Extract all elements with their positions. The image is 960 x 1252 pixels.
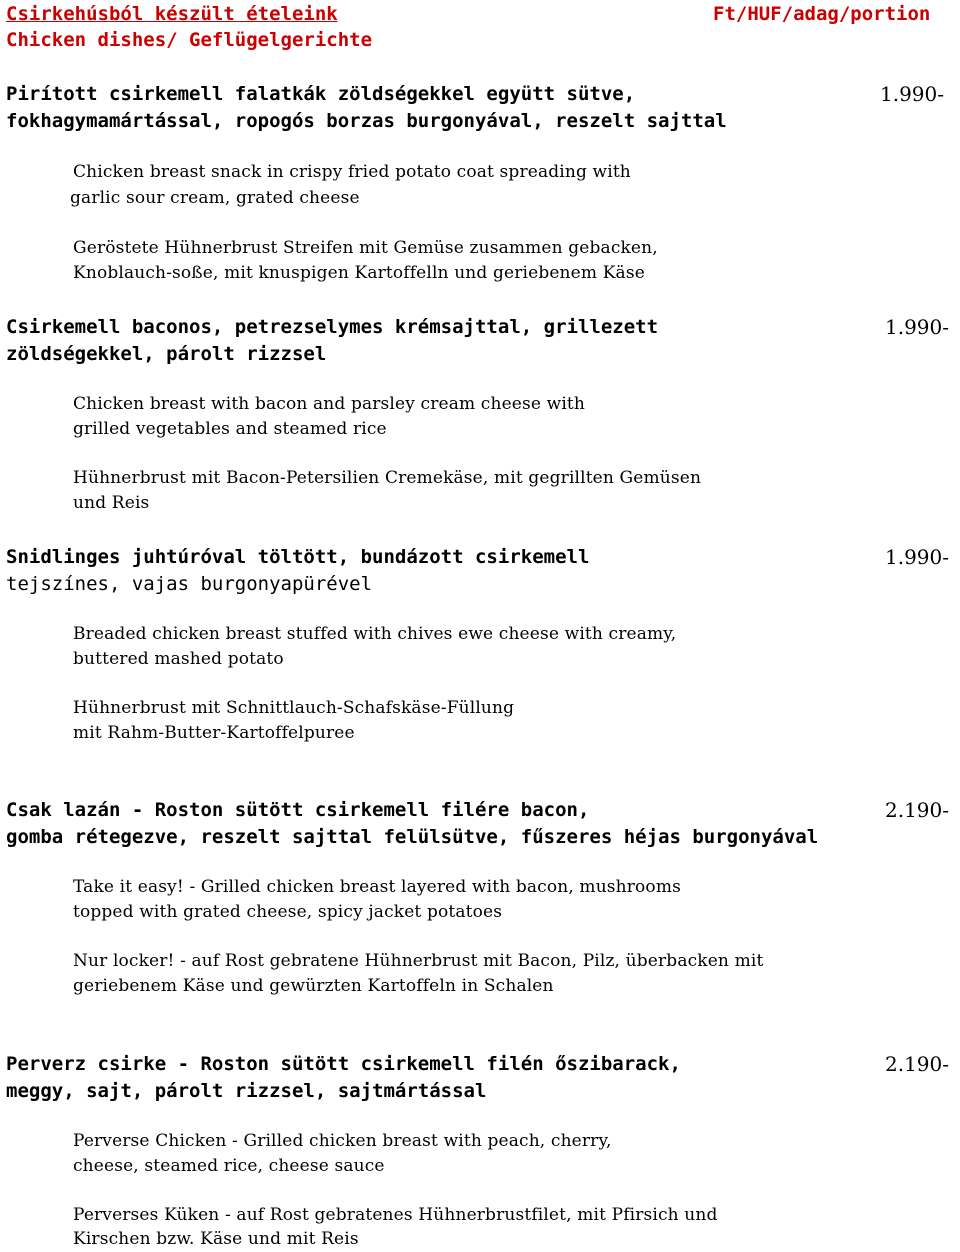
- dish-english-line: Chicken breast snack in crispy fried potato coat spreading with: [73, 162, 631, 182]
- dish-german-line: Kirschen bzw. Käse und mit Reis: [73, 1229, 359, 1249]
- dish-english-line: buttered mashed potato: [73, 649, 284, 669]
- dish-german-line: mit Rahm-Butter-Kartoffelpuree: [73, 723, 355, 743]
- section-subtitle: Chicken dishes/ Geflügelgerichte: [6, 29, 373, 51]
- dish-price: 1.990-: [885, 315, 950, 339]
- dish-english-line: Chicken breast with bacon and parsley cream cheese with: [73, 394, 585, 414]
- dish-name-line: Csirkemell baconos, petrezselymes krémsajttal, grillezett: [6, 316, 659, 338]
- dish-english-line: topped with grated cheese, spicy jacket potatoes: [73, 902, 503, 922]
- dish-german-line: Geröstete Hühnerbrust Streifen mit Gemüse zusammen gebacken,: [73, 238, 658, 258]
- dish-price: 1.990-: [880, 82, 945, 106]
- dish-name-line: Snidlinges juhtúróval töltött, bundázott csirkemell: [6, 546, 590, 568]
- dish-german-line: Perverses Küken - auf Rost gebratenes Hühnerbrustfilet, mit Pfirsich und: [73, 1205, 718, 1225]
- dish-german-line: geriebenem Käse und gewürzten Kartoffeln in Schalen: [73, 976, 554, 996]
- dish-german-line: Hühnerbrust mit Schnittlauch-Schafskäse-Füllung: [73, 698, 515, 718]
- dish-name-line: Csak lazán - Roston sütött csirkemell filére bacon,: [6, 799, 590, 821]
- dish-name-line: zöldségekkel, párolt rizzsel: [6, 343, 327, 365]
- dish-english-line: Breaded chicken breast stuffed with chives ewe cheese with creamy,: [73, 624, 677, 644]
- section-title: Csirkehúsból készült ételeink: [6, 3, 338, 25]
- dish-name-line: Perverz csirke - Roston sütött csirkemell filén őszibarack,: [6, 1053, 681, 1075]
- dish-name-line: gomba rétegezve, reszelt sajttal felülsütve, fűszeres héjas burgonyával: [6, 826, 819, 848]
- dish-name-line: Pirított csirkemell falatkák zöldségekkel együtt sütve,: [6, 83, 636, 105]
- dish-english-line: Perverse Chicken - Grilled chicken breast with peach, cherry,: [73, 1131, 612, 1151]
- dish-english-line: Take it easy! - Grilled chicken breast layered with bacon, mushrooms: [73, 877, 681, 897]
- dish-name-line: tejszínes, vajas burgonyapürével: [6, 573, 373, 595]
- dish-price: 2.190-: [885, 798, 950, 822]
- dish-german-line: Hühnerbrust mit Bacon-Petersilien Cremekäse, mit gegrillten Gemüsen: [73, 468, 702, 488]
- dish-english-line: grilled vegetables and steamed rice: [73, 419, 387, 439]
- dish-price: 2.190-: [885, 1052, 950, 1076]
- dish-name-line: fokhagymamártással, ropogós borzas burgonyával, reszelt sajttal: [6, 110, 727, 132]
- dish-english-line: cheese, steamed rice, cheese sauce: [73, 1156, 385, 1176]
- dish-price: 1.990-: [885, 545, 950, 569]
- dish-english-line: garlic sour cream, grated cheese: [70, 188, 360, 208]
- dish-name-line: meggy, sajt, párolt rizzsel, sajtmártással: [6, 1080, 487, 1102]
- dish-german-line: Knoblauch-soße, mit knuspigen Kartoffelln und geriebenem Käse: [73, 263, 645, 283]
- dish-german-line: und Reis: [73, 493, 150, 513]
- price-unit-label: Ft/HUF/adag/portion: [713, 3, 931, 25]
- dish-german-line: Nur locker! - auf Rost gebratene Hühnerbrust mit Bacon, Pilz, überbacken mit: [73, 951, 764, 971]
